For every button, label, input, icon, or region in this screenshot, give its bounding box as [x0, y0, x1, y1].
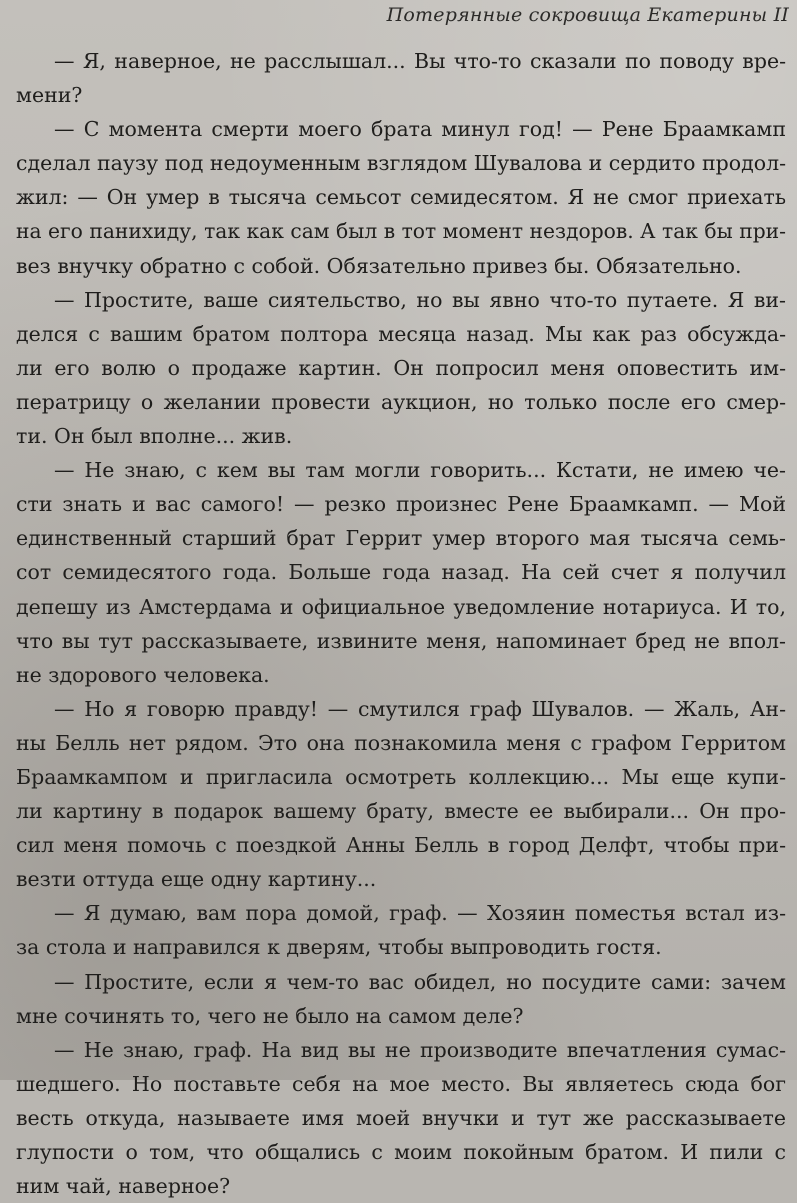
body-text: [16, 44, 786, 1203]
text-line: — Не знаю, с кем вы там могли говорить... Кстати, не имею че-: [54, 458, 786, 483]
text-line: не здорового человека.: [16, 662, 270, 687]
text-line: что вы тут рассказываете, извините меня, напоминает бред не впол-: [16, 628, 786, 653]
text-line: ператрицу о желании провести аукцион, но только после его смер-: [16, 389, 786, 414]
text-line: — Я думаю, вам пора домой, граф. — Хозяин поместья встал из-: [54, 901, 786, 926]
text-line: вез внучку обратно с собой. Обязательно привез бы. Обязательно.: [16, 253, 742, 278]
text-line: — Простите, ваше сиятельство, но вы явно что-то путаете. Я ви-: [54, 287, 786, 312]
text-line: глупости о том, что общались с моим покойным братом. И пили с: [16, 1140, 786, 1164]
text-line: ли его волю о продаже картин. Он попросил меня оповестить им-: [16, 355, 786, 380]
text-line: мени?: [16, 83, 83, 108]
running-head: Потерянные сокровища Екатерины II: [386, 4, 789, 26]
text-line: ли картину в подарок вашему брату, вместе ее выбирали... Он про-: [16, 799, 786, 824]
text-line: — С момента смерти моего брата минул год! — Рене Браамкамп: [54, 117, 786, 142]
text-line: единственный старший брат Геррит умер второго мая тысяча семь-: [16, 526, 786, 551]
text-line: делся с вашим братом полтора месяца назад. Мы как раз обсужда-: [16, 321, 786, 346]
text-line: на его панихиду, так как сам был в тот момент нездоров. А так бы при-: [16, 219, 786, 244]
text-line: шедшего. Но поставьте себя на мое место. Вы являетесь сюда бог: [16, 1071, 786, 1096]
text-line: сти знать и вас самого! — резко произнес Рене Браамкамп. — Мой: [16, 492, 786, 517]
text-line: — Я, наверное, не расслышал... Вы что-то сказали по поводу вре-: [54, 49, 786, 73]
text-line: депешу из Амстердама и официальное уведомление нотариуса. И то,: [16, 594, 786, 619]
text-line: ти. Он был вполне... жив.: [16, 424, 293, 449]
text-line: за стола и направился к дверям, чтобы выпроводить гостя.: [16, 935, 662, 960]
text-line: — Простите, если я чем-то вас обидел, но посудите сами: зачем: [54, 969, 786, 994]
text-line: жил: — Он умер в тысяча семьсот семидесятом. Я не смог приехать: [16, 185, 786, 210]
text-line: — Не знаю, граф. На вид вы не производите впечатления сумас-: [54, 1037, 786, 1062]
text-line: сделал паузу под недоуменным взглядом Шувалова и сердито продол-: [16, 151, 787, 176]
text-line: везти оттуда еще одну картину...: [16, 867, 377, 892]
text-line: — Но я говорю правду! — смутился граф Шувалов. — Жаль, Ан-: [54, 696, 786, 721]
text-line: сот семидесятого года. Больше года назад. На сей счет я получил: [16, 560, 786, 585]
text-line: ны Белль нет рядом. Это она познакомила меня с графом Герритом: [16, 730, 786, 755]
text-line: мне сочинять то, чего не было на самом деле?: [16, 1003, 524, 1028]
text-line: ним чай, наверное?: [16, 1174, 231, 1199]
text-line: сил меня помочь с поездкой Анны Белль в город Делфт, чтобы при-: [16, 833, 786, 858]
text-line: весть откуда, называете имя моей внучки и тут же рассказываете: [16, 1105, 786, 1130]
text-line: Браамкампом и пригласила осмотреть коллекцию... Мы еще купи-: [16, 764, 786, 789]
